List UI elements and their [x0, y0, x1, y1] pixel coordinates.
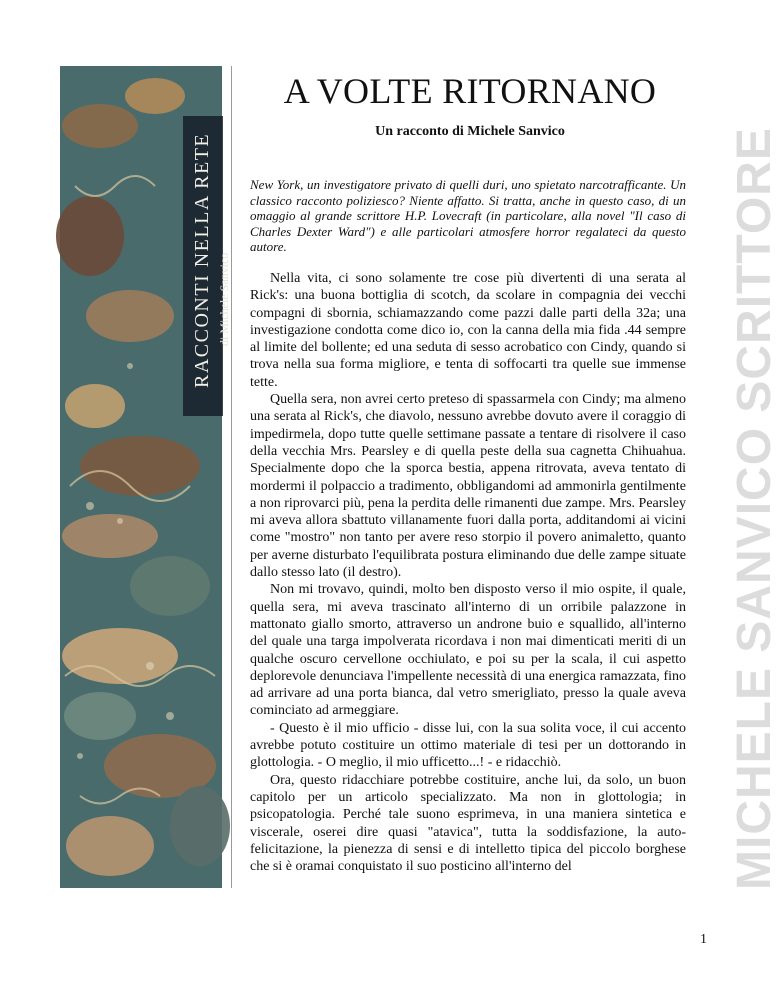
- abstract: New York, un investigatore privato di quelli duri, uno spietato narcotrafficante. Un classico racconto poliziesco? Niente affatto. Si tratta, anche in questo caso, di un omaggio al grande scrittore H.P. Lovecraft (in particolare, alla novel "Il caso di Charles Dexter Ward") e alle particolari atmosfere horror regalateci da questo autore.: [250, 177, 686, 254]
- banner-series-title: RACCONTI NELLA RETE: [191, 132, 213, 388]
- banner-author: di Michele Sanvico: [217, 252, 231, 346]
- story-title: A VOLTE RITORNANO: [283, 71, 657, 111]
- paragraph: Quella sera, non avrei certo preteso di spassarmela con Cindy; ma almeno una serata al Rick's, che diavolo, nessuno avrebbe dovuto avere il coraggio di impedirmela, dopo tutte quelle settimane passate a tentare di risolvere il caso della vecchia Mrs. Pearsley e di quella peste della sua cagnetta Chihuahua. Specialmente dopo che la sporca bestia, appena ritrovata, aveva tentato di mordermi il polpaccio a tradimento, obbligandomi ad ammonirla gentilmente a non riprovarci più, pena la perdita delle rimanenti due zampe. Mrs. Pearsley mi aveva allora sbattuto villanamente fuori dalla porta, additandomi ai vicini come "mostro" non tanto per avere reso storpio il povero animaletto, quanto per averne disturbato l'equilibrata postura eliminando due delle zampe situate dallo stesso lato (il destro).: [250, 392, 686, 581]
- paragraph: Nella vita, ci sono solamente tre cose più divertenti di una serata al Rick's: una buona bottiglia di scotch, da scolare in compagnia dei vecchi compagni di sbornia, schiamazzando come pazzi dalle parti della 32a; una investigazione condotta come dico io, con la canna della mia fida .44 sempre al limite del bollente; ed una seduta di sesso acrobatico con Cindy, quando si trova nella sua forma migliore, e tenta di soffocarti tra quelle sue immense tette.: [250, 271, 686, 390]
- paragraph: Ora, questo ridacchiare potrebbe costituire, anche lui, da solo, un buon capitolo per un articolo specializzato. Ma non in glottologia; in psicopatologia. Perché tale suono esprimeva, in una maniera sintetica e viscerale, oserei dire quasi "atavica", tutta la soddisfazione, la auto-felicitazione, la pienezza di sensi e di intelletto tipica del piccolo borghese che si è oramai conquistato il suo posticino all'interno del: [250, 772, 686, 875]
- vertical-divider: [231, 66, 232, 888]
- paragraph: Non mi trovavo, quindi, molto ben disposto verso il mio ospite, il quale, quella sera, mi aveva trascinato all'interno di un orribile palazzone in mattonato giallo smorto, attraverso un androne buio e squallido, all'interno del quale una targa impolverata ricordava i non mai dimenticati meriti di un qualche oscuro cervellone occhiulato, e poi su per la scala, il cui aspetto deplorevole denunciava l'impellente necessità di una energica ramazzata, fino ad arrivare ad una porta bianca, dal vetro smerigliato, presso la quale aveva cominciato ad armeggiare.: [250, 582, 686, 719]
- page-number: 1: [700, 932, 707, 947]
- byline: Un racconto di Michele Sanvico: [375, 124, 565, 139]
- story-body: [250, 270, 686, 875]
- author-watermark: MICHELE SANVICO SCRITTORE: [728, 127, 781, 890]
- cover-banner-image: [60, 66, 231, 888]
- paragraph: - Questo è il mio ufficio - disse lui, con la sua solita voce, il cui accento avrebbe potuto costituire un ottimo materiale di tesi per un dottorando in glottologia. - O meglio, il mio ufficetto...! - e ridacchiò.: [250, 720, 686, 771]
